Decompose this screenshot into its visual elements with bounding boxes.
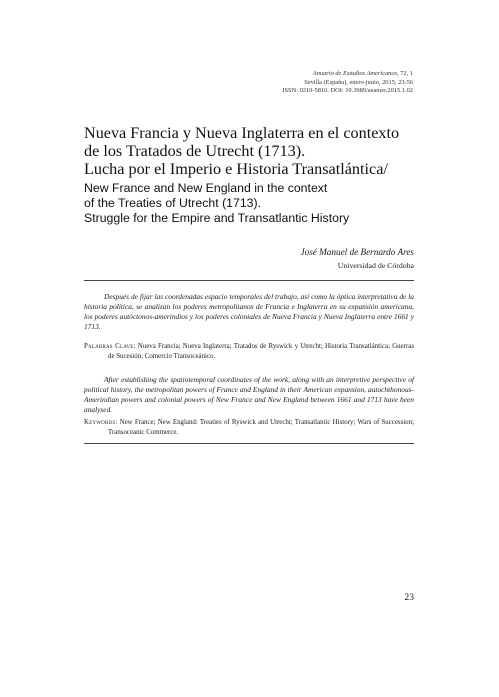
journal-volume: , 72, 1: [397, 70, 413, 77]
page-number: 23: [404, 592, 414, 603]
author-affiliation: Universidad de Córdoba: [337, 261, 414, 270]
title-spanish: [84, 124, 424, 179]
journal-name-line: [282, 70, 413, 79]
keywords-en-text: New France; New England: Treaties of Ryswick and Utrecht; Transatlantic History; Wars of Succession; Transoceanic Commerce.: [108, 419, 414, 436]
abstract-spanish: [84, 292, 414, 332]
abstract-en-text: After establishing the spatiotemporal coordinates of the work, along with an interpretive perspective of political history, the metropolitan powers of France and England in their American expansion, autochthonous-Amerindian powers and colonial powers of New France and New England between 1661 and 1713 have been analysed.: [84, 375, 414, 414]
author-block: [301, 246, 414, 273]
keywords-english: [84, 418, 414, 437]
journal-info: [282, 70, 413, 96]
author-name: José Manuel de Bernardo Ares: [300, 247, 414, 257]
title-english: [84, 181, 424, 227]
keywords-es-line: [84, 342, 414, 361]
divider-top: [84, 280, 414, 281]
title-block: [84, 124, 424, 227]
title-es-line-3: Lucha por el Imperio e Historia Transatlántica/: [84, 160, 388, 179]
title-es-line-1: Nueva Francia y Nueva Inglaterra en el contexto: [84, 124, 400, 142]
keywords-es-text: Nueva Francia; Nueva Inglaterra; Tratados de Ryswick y Utrecht; Historia Transatlántica; Guerras de Sucesión; Comercio Transoceánico.: [108, 343, 414, 360]
title-es-line-2: de los Tratados de Utrecht (1713).: [84, 142, 306, 161]
keywords-es-label: Palabras Clave:: [84, 343, 136, 350]
keywords-en-line: [84, 418, 414, 437]
keywords-en-label: Keywords:: [84, 419, 118, 426]
abstract-es-text: Después de fijar las coordenadas espacio temporales del trabajo, así como la óptica interpretativa de la historia política, se analizan los poderes metropolitanos de Francia e Inglaterra en su expansión americana, los poderes autóctonos-amerindios y los poderes coloniales de Nueva Francia y Nueva Inglaterra entre 1661 y 1713.: [84, 292, 414, 331]
journal-name: Anuario de Estudios Americanos: [312, 70, 398, 77]
divider-bottom: [84, 443, 414, 444]
journal-issn-doi: ISSN: 0210-5810. DOI: 10.3989/aeamer.2015.1.02: [282, 87, 413, 95]
journal-place-date: Sevilla (España), enero-junio, 2015, 23-56: [304, 78, 413, 86]
title-en-line-2: of the Treaties of Utrecht (1713).: [84, 196, 262, 211]
keywords-spanish: [84, 342, 414, 361]
abstract-english: [84, 375, 414, 415]
title-en-line-1: New France and New England in the context: [84, 180, 328, 195]
title-en-line-3: Struggle for the Empire and Transatlantic History: [84, 211, 350, 226]
